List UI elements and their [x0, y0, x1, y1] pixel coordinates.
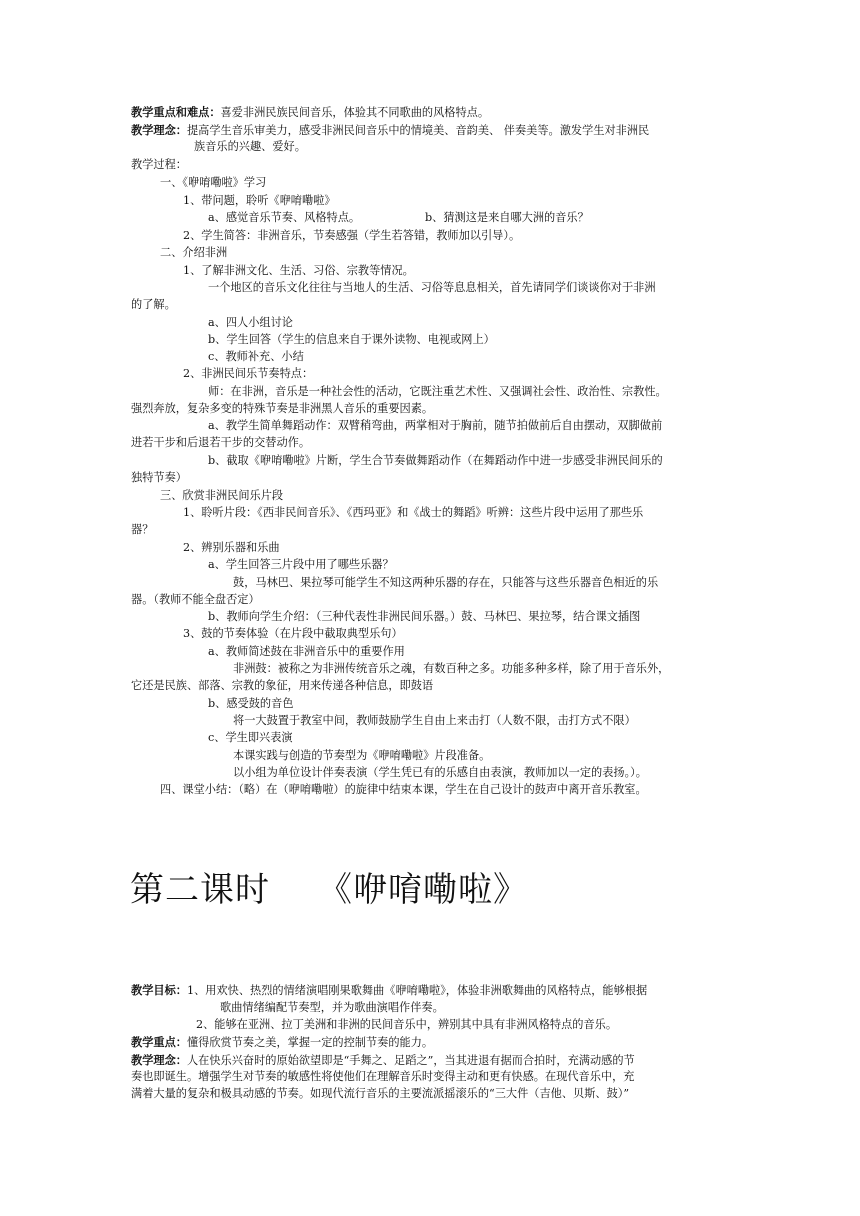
goal-text-2: 2、能够在亚洲、拉丁美洲和非洲的民间音乐中，辨别其中具有非洲风格特点的音乐。 — [196, 1018, 618, 1031]
paragraph-line: 一个地区的音乐文化往往与当地人的生活、习俗等息息相关，首先请同学们谈谈你对于非洲 — [208, 281, 656, 294]
idea-text: 提高学生音乐审美力，感受非洲民间音乐中的情境美、音韵美、 伴奏美等。激发学生对非洲民 — [186, 124, 650, 137]
paragraph-line: 器。（教师不能全盘否定） — [131, 593, 260, 606]
paragraph-line: 本课实践与创造的节奏型为《咿唷嘞啦》片段准备。 — [233, 749, 491, 762]
paragraph-line: 强烈奔放，复杂多变的特殊节奏是非洲黑人音乐的重要因素。 — [131, 402, 434, 415]
idea-text-continued: 族音乐的兴趣、爱好。 — [194, 140, 306, 153]
paragraph-line: 将一大鼓置于教室中间，教师鼓励学生自由上来击打（人数不限，击打方式不限） — [233, 714, 636, 727]
paragraph-line: 以小组为单位设计伴奏表演（学生凭已有的乐感自由表演，教师加以一定的表扬。）。 — [233, 766, 647, 779]
list-item: a、感觉音乐节奏、风格特点。 — [208, 211, 361, 224]
list-item: b、教师向学生介绍：（三种代表性非洲民间乐器。）鼓、马林巴、果拉琴，结合课文插图 — [208, 610, 641, 623]
paragraph-line: 1、聆听片段：《西非民间音乐》、《西玛亚》和《战士的舞蹈》听辨：这些片段中运用了那些乐 — [183, 506, 644, 519]
list-item: c、教师补充、小结 — [208, 350, 304, 363]
focus-label: 教学重点和难点： — [131, 105, 221, 119]
paragraph-line: a、教学生简单舞蹈动作：双臂稍弯曲，两掌相对于胸前，随节拍做前后自由摆动，双脚做前 — [208, 419, 663, 432]
focus-label-2: 教学重点： — [131, 1035, 187, 1049]
idea-line — [131, 123, 731, 138]
list-item: a、四人小组讨论 — [208, 316, 293, 329]
title-part-1: 第二课时 — [130, 870, 270, 910]
paragraph-line: 独特节奏） — [131, 471, 187, 484]
idea-text-2: 人在快乐兴奋时的原始欲望即是“手舞之、足蹈之”，当其进退有据而合拍时，充满动感的节 — [186, 1054, 635, 1067]
process-label: 教学过程： — [131, 158, 187, 171]
focus-text: 喜爱非洲民族民间音乐，体验其不同歌曲的风格特点。 — [220, 106, 490, 119]
page-title — [130, 870, 528, 910]
list-item: 3、鼓的节奏体验（在片段中截取典型乐句） — [183, 627, 403, 640]
idea-label-2: 教学理念： — [131, 1053, 187, 1067]
section-heading: 四、课堂小结：（略）在（咿唷嘞啦）的旋律中结束本课，学生在自己设计的鼓声中离开音乐教室。 — [160, 783, 647, 796]
section-heading: 三、欣赏非洲民间乐片段 — [160, 489, 284, 502]
list-item: a、学生回答三片段中用了哪些乐器？ — [208, 558, 394, 571]
list-item: b、感受鼓的音色 — [208, 697, 294, 710]
goal-text-continued: 歌曲情绪编配节奏型，并为歌曲演唱作伴奏。 — [220, 1001, 444, 1014]
goal-line — [131, 983, 731, 998]
list-item: 2、学生简答：非洲音乐，节奏感强（学生若答错，教师加以引导）。 — [183, 229, 521, 242]
paragraph-line: 奏也即诞生。增强学生对节奏的敏感性将使他们在理解音乐时变得主动和更有快感。在现代音乐中，充 — [131, 1070, 635, 1083]
focus-text-2: 懂得欣赏节奏之美，掌握一定的控制节奏的能力。 — [186, 1036, 434, 1049]
paragraph-line: 满着大量的复杂和极具动感的节奏。如现代流行音乐的主要流派摇滚乐的“三大件（吉他、贝斯、鼓）” — [131, 1087, 630, 1100]
focus-line-2 — [131, 1035, 731, 1050]
paragraph-line: 的了解。 — [131, 298, 176, 311]
list-item: 1、了解非洲文化、生活、习俗、宗教等情况。 — [183, 264, 414, 277]
paragraph-line: 器？ — [131, 523, 154, 536]
list-item: b、学生回答（学生的信息来自于课外读物、电视或网上） — [208, 333, 495, 346]
list-item: 2、非洲民间乐节奏特点： — [183, 367, 314, 380]
idea-line-2 — [131, 1053, 731, 1068]
section-heading: 二、介绍非洲 — [160, 246, 228, 259]
list-item: 1、带问题，聆听《咿唷嘞啦》 — [183, 194, 336, 207]
paragraph-line: 它还是民族、部落、宗教的象征，用来传递各种信息，即鼓语 — [131, 679, 434, 692]
paragraph-line: 鼓，马林巴、果拉琴可能学生不知这两种乐器的存在，只能答与这些乐器音色相近的乐 — [233, 576, 659, 589]
list-item: c、学生即兴表演 — [208, 731, 293, 744]
title-part-2: 《咿唷嘞啦》 — [318, 870, 528, 910]
paragraph-line: 进若干步和后退若干步的交替动作。 — [131, 436, 311, 449]
paragraph-line: 非洲鼓：被称之为非洲传统音乐之魂，有数百种之多。功能多种多样，除了用于音乐外， — [233, 662, 670, 675]
paragraph-line: 师：在非洲，音乐是一种社会性的活动，它既注重艺术性、又强调社会性、政治性、宗教性。 — [208, 385, 667, 398]
list-item: 2、辨别乐器和乐曲 — [183, 541, 280, 554]
goal-text: 1、用欢快、热烈的情绪演唱刚果歌舞曲《咿唷嘞啦》，体验非洲歌舞曲的风格特点，能够根据 — [186, 984, 648, 997]
section-heading: 一、《咿唷嘞啦》学习 — [160, 176, 267, 189]
focus-line — [131, 105, 731, 120]
goal-label: 教学目标： — [131, 983, 187, 997]
paragraph-line: b、截取《咿唷嘞啦》片断，学生合节奏做舞蹈动作（在舞蹈动作中进一步感受非洲民间乐的 — [208, 454, 663, 467]
list-item: b、猜测这是来自哪大洲的音乐？ — [425, 211, 589, 224]
idea-label: 教学理念： — [131, 123, 187, 137]
list-item: a、教师简述鼓在非洲音乐中的重要作用 — [208, 645, 405, 658]
